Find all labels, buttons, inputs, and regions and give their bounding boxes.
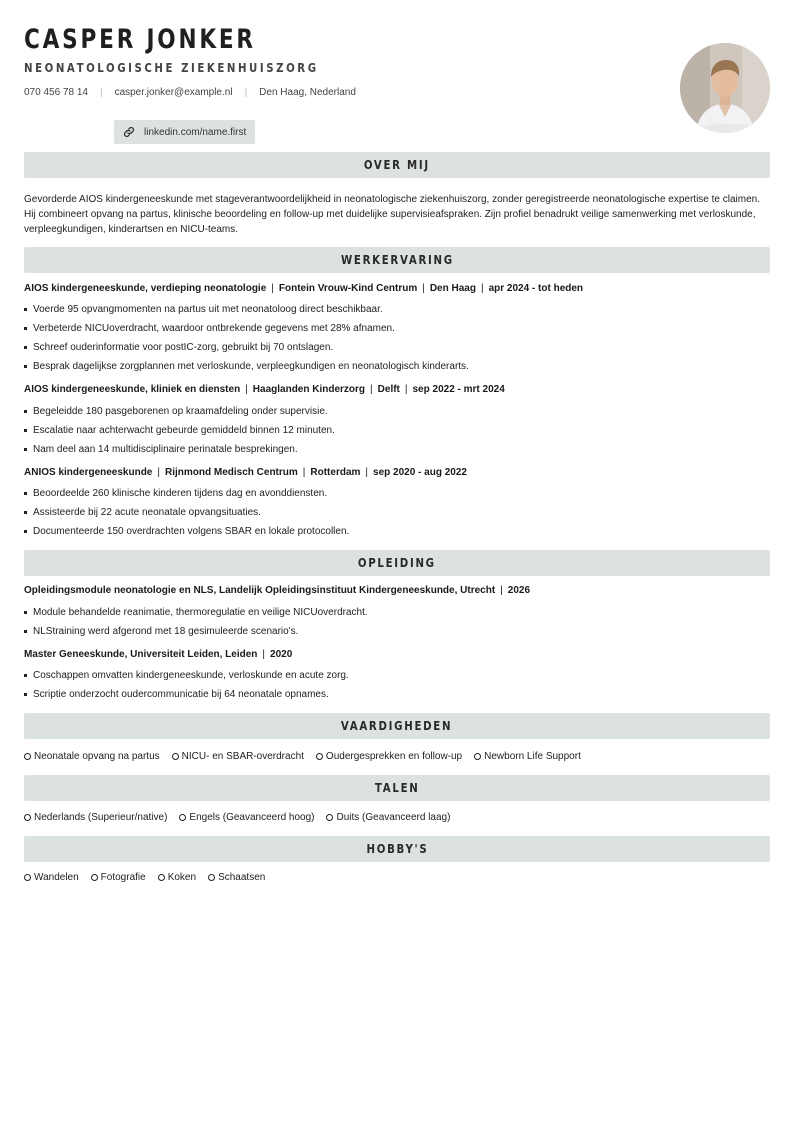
experience-bullet [24,507,770,518]
skills-list [24,751,770,762]
hobby-item [158,872,196,883]
bullet-text: Documenteerde 150 overdrachten volgens SBAR en lokale protocollen. [33,526,350,537]
bullet-marker [24,611,27,614]
hobbies-list [24,872,770,883]
languages-list [24,812,770,823]
bullet-text: NLStraining werd afgerond met 18 gesimuleerde scenario's. [33,626,299,637]
role-employer: Fontein Vrouw-Kind Centrum [278,283,418,294]
ring-bullet-icon [24,753,31,760]
language-label: Engels (Geavanceerd hoog) [189,812,315,823]
ring-bullet-icon [172,753,179,760]
section-title-hobbies: HOBBY'S [366,842,428,856]
education-bullet [24,626,770,637]
section-title-skills: VAARDIGHEDEN [341,719,453,733]
bullet-text: Voerde 95 opvangmomenten na partus uit met neonatoloog direct beschikbaar. [33,304,383,315]
skill-item [474,751,581,762]
education-bullet [24,670,770,681]
role-separator: | [365,467,369,478]
role-city: Rotterdam [310,467,361,478]
bullet-marker [24,511,27,514]
education-year: 2026 [507,585,531,596]
email-address[interactable]: casper.jonker@example.nl [114,87,233,98]
role-separator: | [245,384,248,395]
section-header-hobbies [24,836,770,862]
about-text: Gevorderde AIOS kindergeneeskunde met stageverantwoordelijkheid in neonatologische ziekenhuiszorg, zonder geregistreerde neonatologische expertise te claimen. Hij combineert opvang na partus, klinische beoordeling en follow-up met duidelijke supervisieafspraken. Zijn profiel benadrukt veilige samenwerking met verloskunde, verpleegkundigen, kinderartsen en NICU-teams. [24,194,761,235]
hobby-label: Schaatsen [218,872,266,883]
role-separator: | [157,467,160,478]
bullet-text: Schreef ouderinformatie voor postIC-zorg, gebruikt bij 70 ontslagen. [33,342,334,353]
contact-separator: | [244,87,248,98]
bullet-text: Verbeterde NICUoverdracht, waardoor ontbrekende gegevens met 28% afnamen. [33,323,395,334]
contact-separator: | [99,87,103,98]
experience-role [24,283,770,294]
ring-bullet-icon [474,753,481,760]
experience-bullet [24,323,770,334]
section-header-languages [24,775,770,801]
role-separator: | [302,467,306,478]
ring-bullet-icon [91,874,98,881]
education-separator: | [262,649,266,660]
role-separator: | [480,283,484,294]
phone-number: 070 456 78 14 [24,87,88,98]
candidate-name: CASPER JONKER [24,24,256,55]
education-bullet [24,607,770,618]
role-period: apr 2024 - tot heden [488,283,584,294]
section-title-about: OVER MIJ [363,158,431,172]
hobby-item [208,872,265,883]
experience-bullet [24,444,770,455]
experience-bullet [24,488,770,499]
education-separator: | [500,585,503,596]
section-header-about [24,152,770,178]
skill-item [172,751,304,762]
bullet-marker [24,674,27,677]
section-title-languages: TALEN [374,781,420,795]
bullet-marker [24,365,27,368]
role-period: sep 2020 - aug 2022 [373,467,467,478]
bullet-text: Scriptie onderzocht oudercommunicatie bij 64 neonatale opnames. [33,689,329,700]
hobby-label: Wandelen [34,872,79,883]
location: Den Haag, Nederland [259,87,356,98]
bullet-marker [24,492,27,495]
skill-label: NICU- en SBAR-overdracht [181,751,304,762]
section-header-education [24,550,770,576]
bullet-marker [24,530,27,533]
ring-bullet-icon [326,814,333,821]
role-title: AIOS kindergeneeskunde, verdieping neonatologie [24,283,267,294]
section-title-education: OPLEIDING [358,556,436,570]
hobby-label: Koken [167,872,197,883]
bullet-marker [24,429,27,432]
role-separator: | [404,384,408,395]
bullet-marker [24,327,27,330]
ring-bullet-icon [158,874,165,881]
bullet-text: Assisteerde bij 22 acute neonatale opvangsituaties. [33,507,261,518]
bullet-marker [24,410,27,413]
language-item [24,812,167,823]
skill-label: Newborn Life Support [484,751,581,762]
bullet-text: Begeleidde 180 pasgeborenen op kraamafdeling onder supervisie. [33,406,328,417]
ring-bullet-icon [24,814,31,821]
experience-bullet [24,361,770,372]
bullet-text: Escalatie naar achterwacht gebeurde gemiddeld binnen 12 minuten. [33,425,335,436]
role-title: AIOS kindergeneeskunde, kliniek en diensten [24,384,241,395]
bullet-text: Besprak dagelijkse zorgplannen met verloskunde, verpleegkundigen en neonatologisch kinderarts. [33,361,469,372]
experience-bullet [24,526,770,537]
contact-line [24,87,664,98]
education-entry [24,649,770,660]
ring-bullet-icon [208,874,215,881]
bullet-marker [24,346,27,349]
ring-bullet-icon [179,814,186,821]
profile-photo [680,43,770,133]
role-employer: Haaglanden Kinderzorg [252,384,366,395]
section-header-experience [24,247,770,273]
experience-role [24,467,770,478]
role-employer: Rijnmond Medisch Centrum [164,467,298,478]
role-period: sep 2022 - mrt 2024 [412,384,505,395]
language-item [326,812,450,823]
education-title: Opleidingsmodule neonatologie en NLS, Landelijk Opleidingsinstituut Kindergeneeskunde, Utrecht [24,585,496,596]
education-entry [24,585,770,596]
linkedin-url[interactable]: linkedin.com/name.first [144,126,247,138]
role-city: Delft [377,384,400,395]
bullet-marker [24,630,27,633]
role-separator: | [271,283,274,294]
experience-bullet [24,342,770,353]
skill-label: Neonatale opvang na partus [34,751,160,762]
bullet-text: Beoordeelde 260 klinische kinderen tijdens dag en avonddiensten. [33,488,328,499]
bullet-text: Nam deel aan 14 multidisciplinaire perinatale besprekingen. [33,444,298,455]
language-item [179,812,314,823]
section-title-experience: WERKERVARING [340,253,454,267]
job-title: NEONATOLOGISCHE ZIEKENHUISZORG [24,61,319,75]
language-label: Duits (Geavanceerd laag) [336,812,451,823]
resume-header [24,22,664,98]
bullet-marker [24,308,27,311]
link-icon [114,126,144,138]
linkedin-link[interactable] [114,120,255,144]
bullet-text: Coschappen omvatten kindergeneeskunde, verloskunde en acute zorg. [33,670,349,681]
role-city: Den Haag [429,283,476,294]
education-title: Master Geneeskunde, Universiteit Leiden, Leiden [24,649,258,660]
bullet-text: Module behandelde reanimatie, thermoregulatie en veilige NICUoverdracht. [33,607,368,618]
role-title: ANIOS kindergeneeskunde [24,467,153,478]
education-bullet [24,689,770,700]
hobby-item [91,872,146,883]
bullet-marker [24,448,27,451]
skill-label: Oudergesprekken en follow-up [325,751,463,762]
ring-bullet-icon [24,874,31,881]
hobby-item [24,872,79,883]
education-year: 2020 [270,649,293,660]
section-header-skills [24,713,770,739]
skill-item [24,751,160,762]
experience-bullet [24,425,770,436]
language-label: Nederlands (Superieur/native) [34,812,168,823]
hobby-label: Fotografie [100,872,146,883]
skill-item [316,751,462,762]
experience-role [24,384,770,395]
bullet-marker [24,693,27,696]
ring-bullet-icon [316,753,323,760]
experience-bullet [24,406,770,417]
experience-bullet [24,304,770,315]
role-separator: | [422,283,425,294]
role-separator: | [370,384,373,395]
